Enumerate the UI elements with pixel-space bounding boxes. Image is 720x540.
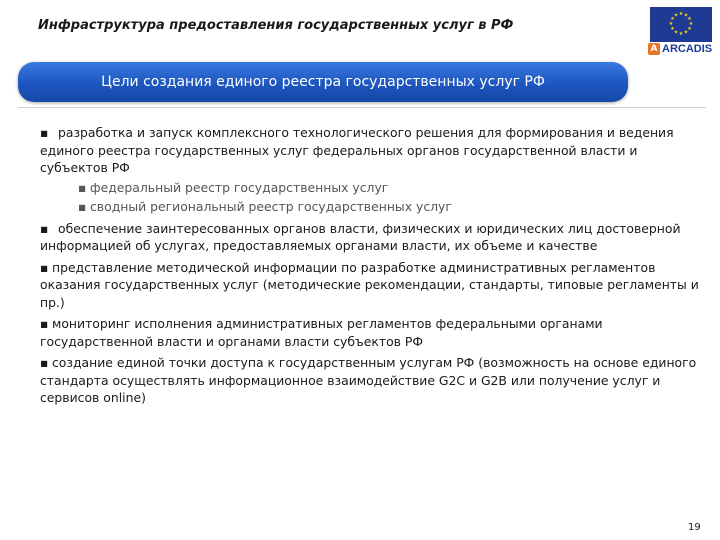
sub-item-regional: сводный региональный реестр государственных услуг: [90, 199, 452, 214]
list-item: [40, 124, 700, 177]
goals-list: [40, 124, 700, 407]
eu-flag-icon: [650, 7, 712, 42]
svg-text:★: ★: [687, 26, 692, 32]
list-item-text: разработка и запуск комплексного технологического решения для формирования и ведения единого реестра государственных услуг федеральных органов государственной власти и субъектов РФ: [40, 125, 674, 175]
banner-title: Цели создания единого реестра государственных услуг РФ: [101, 74, 545, 90]
svg-text:★: ★: [668, 21, 674, 27]
bullet-icon: ▪: [78, 179, 87, 195]
sub-list-item: [40, 198, 700, 216]
bullet-icon: ▪: [40, 125, 49, 140]
list-item-text: представление методической информации по разработке административных регламентов оказания государственных услуг (методические рекомендации, стандарты, типовые регламенты и пр.): [40, 259, 699, 310]
list-item: [40, 220, 700, 255]
list-item: [40, 315, 700, 350]
list-item-text: обеспечение заинтересованных органов власти, физических и юридических лиц достоверной информацией об услугах, предоставляемых органами власти, их объеме и качестве: [40, 220, 681, 253]
page-number: 19: [688, 522, 701, 533]
svg-text:★: ★: [683, 29, 689, 36]
bullet-icon: ▪: [78, 199, 87, 214]
arcadis-logo: [648, 43, 712, 55]
svg-text:★: ★: [670, 26, 675, 32]
bullet-icon: ▪: [40, 220, 49, 236]
page-header-title: Инфраструктура предоставления государственных услуг в РФ: [38, 18, 514, 33]
svg-text:★: ★: [670, 16, 675, 22]
list-item-text: мониторинг исполнения административных регламентов федеральными органами государственной власти и органами власти субъектов РФ: [40, 316, 603, 349]
svg-text:★: ★: [678, 11, 684, 17]
list-item: [40, 259, 700, 312]
arcadis-logo-mark: A: [648, 43, 660, 55]
section-banner: [18, 62, 628, 102]
svg-text:★: ★: [673, 29, 679, 36]
bullet-icon: ▪: [40, 259, 49, 275]
svg-text:★: ★: [688, 21, 694, 27]
eu-flag-stars: [650, 7, 712, 42]
sub-list-item: [40, 179, 700, 197]
list-item: [40, 354, 700, 407]
bullet-icon: ▪: [40, 316, 49, 331]
sub-item-federal: федеральный реестр государственных услуг: [90, 179, 389, 195]
svg-text:★: ★: [678, 31, 684, 37]
arcadis-logo-text: ARCADIS: [662, 43, 713, 55]
svg-text:★: ★: [687, 16, 692, 22]
svg-text:★: ★: [673, 12, 679, 19]
svg-text:★: ★: [683, 12, 689, 19]
divider: [18, 107, 706, 108]
bullet-icon: ▪: [40, 355, 49, 370]
list-item-text: создание единой точки доступа к государственным услугам РФ (возможность на основе единого стандарта осуществлять информационное взаимодействие G2C и G2B или получение услуг и сервисов online): [40, 355, 697, 405]
